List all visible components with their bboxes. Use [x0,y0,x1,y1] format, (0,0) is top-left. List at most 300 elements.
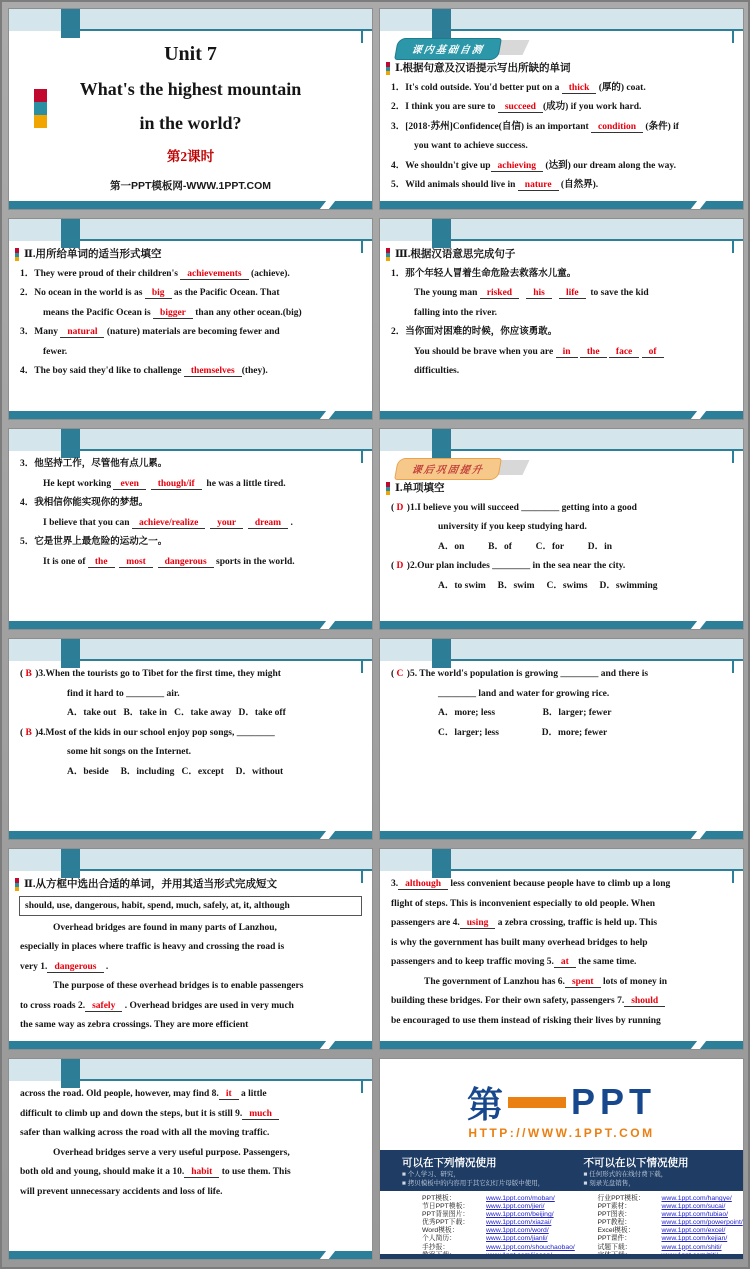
text-line [386,98,737,118]
slide-content [380,241,743,411]
text-run: I believe that you can [43,517,132,528]
text-run: ________ land and water for growing rice. [438,688,610,699]
text-line [15,494,366,514]
text-run: 1．那个年轻人冒着生命危险去救落水儿童。 [391,268,577,279]
answer-letter: D [396,502,405,513]
text-run: 4．我相信你能实现你的梦想。 [20,498,149,508]
forbidden-usage-title: 不可以在以下情况使用 [583,1157,689,1169]
slide-footer-bar [9,621,372,629]
text-line [386,953,737,973]
word-bank-box: should, use, dangerous, habit, spend, much, safely, at, it, although [19,896,362,916]
link-column-left [386,1195,575,1259]
text-run [146,479,151,489]
link-url[interactable]: www.1ppt.com/xiazai/ [486,1219,552,1227]
text-line [386,973,737,993]
text-line [386,665,737,685]
slide-content [380,661,743,831]
slide-10 [380,849,743,1049]
answer-blank: dangerous [47,962,103,973]
slide-content [380,451,743,621]
text-line [386,557,737,577]
answer-blank: dangerous [158,557,214,568]
slide-3 [9,219,372,419]
text-line [15,362,366,382]
link-label: PPT背景图片： [422,1211,470,1219]
allowed-usage-list [402,1171,562,1188]
link-label: PPT图表： [597,1211,632,1219]
first-ppt-logo [380,1081,743,1123]
section-heading [386,245,737,265]
allowed-usage-title: 可以在下列情况使用 [402,1157,497,1169]
answer-blank: condition [591,122,643,133]
text-line [15,919,366,939]
text-run: lots of money in [600,976,668,987]
section-badge [396,458,500,477]
usage-item: ■ 拷贝模板中的内容用于其它幻灯片母版中使用， [402,1179,545,1187]
text-run: )3.When the tourists go to Tibet for the first time, they might [32,669,281,679]
slide-footer-bar [380,201,743,209]
section-heading [386,479,737,499]
text-run: 4．We shouldn't give up [391,160,491,171]
link-label: 优秀PPT下载： [422,1219,470,1227]
answer-blank: spent [565,977,601,988]
text-run: Overhead bridges are found in many parts of Lanzhou, [53,922,277,933]
link-url[interactable]: www.1ppt.com/sucai/ [661,1203,726,1211]
text-run: building these bridges. For their own safety, passengers 7. [391,996,625,1006]
text-line [386,1012,737,1032]
answer-blank: in [556,347,578,358]
slide-11 [9,1059,372,1259]
slide-footer-bar [380,1041,743,1049]
text-line [15,343,366,363]
slide-4 [380,219,743,419]
slide-8 [380,639,743,839]
link-row [598,1244,738,1252]
lesson-title-line1: What's the highest mountain [79,79,302,99]
text-run: some hit songs on the Internet. [67,747,192,757]
text-line [15,665,366,685]
text-line [386,137,737,157]
text-run: Overhead bridges serve a very useful purpose. Passengers, [53,1147,290,1158]
text-run: passengers are 4. [391,918,460,928]
link-url[interactable]: www.1ppt.com/jianli/ [486,1235,548,1243]
slide-9 [9,849,372,1049]
answer-blank: big [145,288,172,299]
text-run: . [288,517,293,528]
answer-letter: C [396,669,405,679]
link-row [598,1235,738,1243]
answer-blank: achieving [491,161,544,172]
text-line [15,724,366,744]
text-run: a little [238,1089,267,1099]
text-run: difficulties. [414,366,460,376]
answer-letter: D [396,561,405,571]
tricolor-bullet-icon [386,248,390,261]
text-run: )2.Our plan includes ________ in the sea near the city. [404,561,626,571]
answer-blank: the [88,557,115,568]
text-run: It is one of [43,556,88,567]
link-url[interactable]: www.1ppt.com/beijing/ [486,1211,554,1219]
text-run: falling into the river. [414,307,498,318]
answer-blank: much [242,1109,279,1120]
text-run: 2．当你面对困难的时候，你应该勇敢。 [391,327,558,337]
slide-header-bar [9,429,372,451]
link-column-right [562,1195,743,1259]
link-row [598,1195,738,1203]
usage-item: ■ 刻录光盘销售， [583,1179,635,1187]
text-run: university if you keep studying hard. [438,522,587,532]
text-run: 4．The boy said they'd like to challenge [20,366,184,376]
text-run: ( [391,561,397,571]
text-run: less convenient because people have to climb up a long [448,879,671,889]
text-run: C．larger; less D．more; fewer [438,727,608,738]
text-line [15,1016,366,1036]
text-line [15,685,366,705]
link-label: PPT素材： [597,1203,632,1211]
yellow-square-icon [34,115,47,128]
text-run: flight of steps. This is inconvenient especially to old people. When [391,898,656,909]
text-line [386,79,737,99]
slide-footer-bar [9,411,372,419]
slide-content [9,241,372,411]
answer-blank: it [219,1089,239,1100]
link-directory [380,1191,743,1259]
answer-blank: themselves [184,366,242,377]
text-run: to use them. This [219,1167,291,1177]
tricolor-bullet-icon [15,248,19,261]
slide-grid [2,2,748,1266]
text-line [15,1144,366,1164]
slide-content [9,661,372,831]
text-run: sports in the world. [213,556,295,567]
text-line [15,514,366,534]
tricolor-bullet-icon [15,878,19,891]
text-line [15,1163,366,1183]
text-line [15,1105,366,1125]
text-line [15,323,366,343]
text-run: . Overhead bridges are used in very much [122,1000,294,1011]
answer-blank: bigger [153,308,193,319]
text-run: a zebra crossing, traffic is held up. This [495,918,658,928]
text-run: He kept working [43,478,114,489]
text-line [386,362,737,382]
text-run: 3．Many [20,327,61,337]
slide-content [9,451,372,621]
text-run [552,288,559,298]
text-line [386,875,737,895]
answer-blank: achieve/realize [132,518,205,529]
text-run: Ⅰ.根据句意及汉语提示写出所缺的单词 [395,63,571,74]
link-label: 行业PPT模板： [597,1195,645,1202]
answer-blank: safely [85,1001,122,1012]
text-line [386,992,737,1012]
text-run: the same way as zebra crossings. They are more efficient [20,1020,249,1030]
link-url[interactable]: www.1ppt.com/shiti/ [661,1243,722,1251]
period-label: 第2课时 [166,149,215,164]
answer-blank: your [210,518,243,529]
text-run: across the road. Old people, however, may find 8. [20,1089,219,1099]
text-line [15,704,366,724]
text-run: to save the kid [585,288,649,298]
red-square-icon [34,89,47,102]
answer-letter: B [25,727,33,738]
answer-blank: though/if [151,479,202,490]
link-row [422,1203,562,1211]
text-run: . [103,961,109,972]
text-line [15,475,366,495]
slide-content [380,31,743,201]
link-url[interactable]: www.1ppt.com/jieri/ [486,1203,545,1211]
text-run: A．on B．of C．for D．in [438,541,612,552]
slide-7 [9,639,372,839]
slide-header-bar [380,639,743,661]
text-run: 5．Wild animals should live in [391,180,518,190]
text-line [386,499,737,519]
text-run: (达到) our dream along the way. [543,160,676,171]
answer-blank: risked [480,288,519,299]
text-line [386,265,737,285]
text-line [15,304,366,324]
link-label: Excel模板： [597,1227,635,1235]
section-heading [15,245,366,265]
answer-blank: achievements [180,269,248,280]
site-url[interactable]: HTTP://WWW.1PPT.COM [468,1126,655,1140]
allowed-usage-column [380,1155,562,1191]
text-line [386,538,737,558]
text-run: ( [391,502,397,513]
text-run: 5．它是世界上最危险的运动之一。 [20,537,168,547]
slide-header-bar [380,9,743,31]
text-run: ( [391,669,397,679]
slide-footer-bar [9,1041,372,1049]
text-line [386,724,737,744]
slide-12-brand [380,1059,743,1259]
text-line [15,977,366,997]
text-run: ( [20,727,26,738]
text-run: A．beside B．including C．except D．without [67,766,284,777]
text-run: both old and young, should make it a 10. [20,1167,185,1177]
section-badge-label: 课内基础自测 [394,38,502,60]
link-url[interactable]: www.1ppt.com/excel/ [661,1227,726,1235]
tricolor-bullet-icon [386,482,390,495]
link-label: 节日PPT模板： [422,1203,470,1211]
answer-blank: natural [60,327,104,338]
text-line [15,938,366,958]
link-url[interactable]: www.1ppt.com/kejian/ [661,1235,728,1243]
answer-blank: at [554,957,576,968]
answer-blank: thick [562,83,597,94]
text-line [15,284,366,304]
text-run: (条件) if [643,121,679,132]
text-line [15,763,366,783]
answer-blank: should [624,996,665,1007]
link-url[interactable]: www.1ppt.com/moban/ [486,1195,555,1202]
text-run [153,557,158,567]
answer-blank: succeed [498,102,543,113]
site-watermark: 第一PPT模板网-WWW.1PPT.COM [110,180,271,192]
slide-header-bar [9,9,372,31]
text-line [386,895,737,915]
slide-header-bar [9,219,372,241]
usage-band [380,1150,743,1191]
text-line [386,157,737,177]
answer-blank: of [642,347,664,358]
slide-header-bar [9,849,372,871]
text-run: is why the government has built many overhead bridges to help [391,937,648,948]
text-line [386,685,737,705]
text-run: 3．他坚持工作，尽管他有点儿累。 [20,459,168,469]
text-run: 1．They were proud of their children's [20,268,181,279]
text-line [15,958,366,978]
slide-header-bar [380,219,743,241]
text-line [15,997,366,1017]
link-url[interactable]: www.1ppt.com/shouchaobao/ [486,1243,575,1251]
text-line [15,455,366,475]
text-run: 2．No ocean in the world is as [20,288,145,298]
text-line [15,1183,366,1203]
text-run: find it hard to ________ air. [67,688,180,699]
text-line [15,553,366,573]
answer-blank: even [113,479,145,490]
section-badge [396,38,500,57]
unit-title: Unit 7 [164,43,217,65]
usage-item: ■ 个人学习、研究， [402,1171,460,1178]
text-line [15,743,366,763]
bottom-navy-strip [380,1254,743,1259]
slide-footer-bar [380,621,743,629]
text-run: You should be brave when you are [414,346,556,357]
text-run: Ⅱ.从方框中选出合适的单词，并用其适当形式完成短文 [24,879,277,890]
text-line [386,934,737,954]
text-run: be encouraged to use them instead of risking their lives by running [391,1015,661,1026]
text-run: (成功) if you work hard. [542,102,642,112]
slide-6 [380,429,743,629]
text-run: safer than walking across the road with all the moving traffic. [20,1128,270,1138]
slide-2 [380,9,743,209]
text-run: you want to achieve success. [414,141,528,151]
answer-blank: face [609,347,639,358]
text-line [386,704,737,724]
link-label: 手抄报： [422,1243,450,1251]
text-run: 2．I think you are sure to [391,102,498,112]
text-line [386,323,737,343]
text-run: (nature) materials are becoming fewer and [104,327,280,337]
answer-blank: although [398,879,448,890]
answer-blank: his [526,288,552,299]
answer-blank: most [119,557,153,568]
tricolor-squares-decoration [34,89,47,128]
text-run: Ⅰ.单项填空 [395,483,445,494]
text-line [15,1124,366,1144]
text-run: A．to swim B．swim C．swims D．swimming [438,580,658,591]
text-run: A．more; less B．larger; fewer [438,708,612,718]
text-run: A．take out B．take in C．take away D．take off [67,708,286,718]
slide-header-bar [380,429,743,451]
text-run: the same time. [575,957,637,967]
answer-blank: life [559,288,586,299]
text-line [15,265,366,285]
text-run: to cross roads 2. [20,1000,86,1011]
text-line [386,176,737,196]
teal-square-icon [34,102,47,115]
answer-letter: B [25,669,33,679]
answer-blank: using [460,918,496,929]
slide-header-bar [9,639,372,661]
text-run: (厚的) coat. [596,82,646,93]
text-run: (自然界). [558,180,599,190]
tricolor-bullet-icon [386,62,390,75]
link-url[interactable]: www.1ppt.com/tubiao/ [661,1211,728,1219]
text-line [386,304,737,324]
text-run: ( [20,669,26,679]
text-run: )5. The world's population is growing ________ and there is [404,669,649,679]
link-label: PPT模板： [422,1195,456,1202]
slide-footer-bar [380,411,743,419]
logo-ppt-text: PPT [571,1081,657,1122]
text-run: Ⅱ.用所给单词的适当形式填空 [24,249,162,260]
text-run: )4.Most of the kids in our school enjoy pop songs, ________ [32,727,275,738]
text-run: The purpose of these overhead bridges is to enable passengers [53,981,304,991]
link-label: 试题下载： [597,1243,632,1251]
slide-footer-bar [9,201,372,209]
slide-header-bar [380,849,743,871]
text-run: )1.I believe you will succeed ________ getting into a good [404,502,637,513]
answer-blank: habit [184,1167,219,1178]
slide-footer-bar [380,831,743,839]
text-line [15,533,366,553]
slide-footer-bar [9,1251,372,1259]
slide-content [380,871,743,1041]
answer-blank: dream [248,518,288,529]
link-row [422,1235,562,1243]
text-run: The government of Lanzhou has 6. [424,976,565,987]
text-run: 3. [391,879,399,889]
text-run: passengers and to keep traffic moving 5. [391,957,554,967]
text-line [386,343,737,363]
slide-header-bar [9,1059,372,1081]
link-url[interactable]: www.1ppt.com/word/ [486,1227,549,1235]
text-run: difficult to climb up and down the steps, but it is still 9. [20,1108,243,1119]
forbidden-usage-list [584,1171,744,1188]
text-run: means the Pacific Ocean is [43,307,154,318]
text-run: fewer. [43,346,68,357]
section-heading [386,59,737,79]
lesson-title-line2: in the world? [139,113,242,133]
text-line [386,284,737,304]
text-run: (achieve). [248,268,290,279]
link-label: PPT课件： [597,1235,632,1243]
answer-blank: the [580,347,607,358]
slide-content [9,1081,372,1251]
text-run: he was a little tired. [201,478,286,489]
link-url[interactable]: www.1ppt.com/powerpoint/ [661,1219,743,1227]
section-badge-label: 课后巩固提升 [394,458,502,480]
link-label: PPT教程： [597,1219,632,1227]
link-row [422,1195,562,1203]
text-run: as the Pacific Ocean. That [171,288,280,298]
text-line [15,1085,366,1105]
logo-first-character: 第 [466,1083,503,1125]
text-run: very 1. [20,961,48,972]
link-row [422,1243,575,1252]
text-run: The young man [414,288,480,298]
link-url[interactable]: www.1ppt.com/hangye/ [661,1195,732,1202]
logo-orange-dash [508,1097,566,1108]
slide-5 [9,429,372,629]
forbidden-usage-column [562,1155,744,1191]
section-heading [15,875,366,895]
text-line [386,518,737,538]
